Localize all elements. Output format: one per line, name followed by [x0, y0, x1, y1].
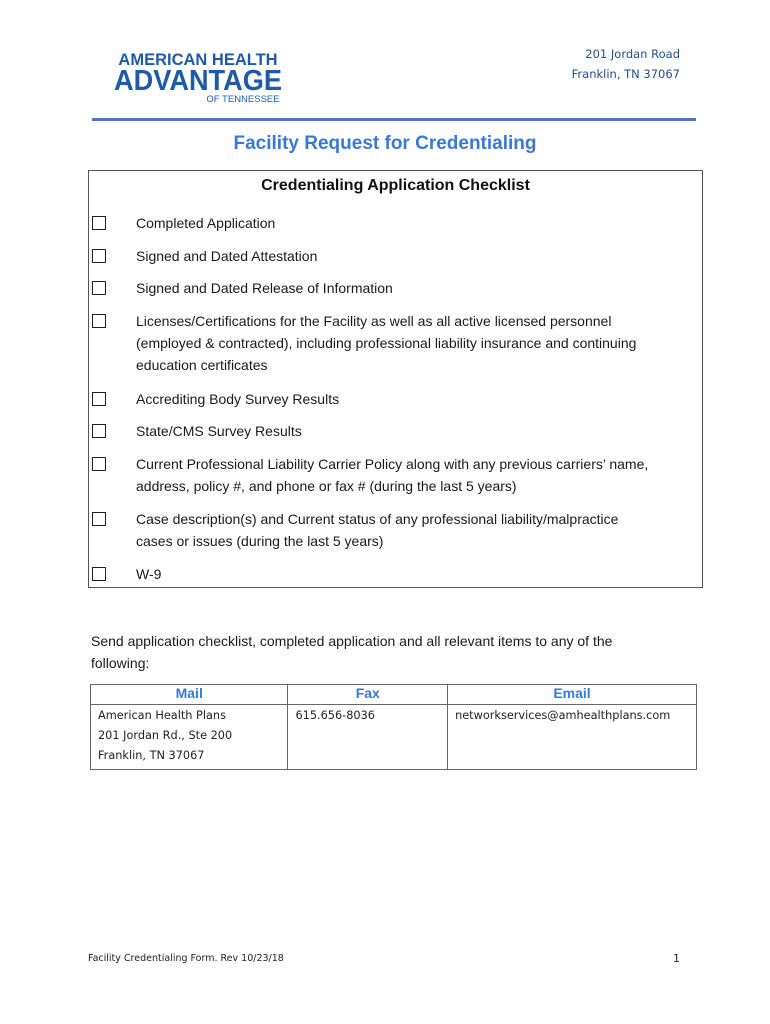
logo-line-2: ADVANTAGE [114, 65, 282, 97]
logo-line-3: OF TENNESSEE [206, 94, 280, 104]
item-line: education certificates [136, 357, 268, 373]
contact-table [90, 684, 697, 770]
checkbox-w9[interactable] [92, 567, 106, 581]
header-address [572, 44, 680, 84]
company-logo [112, 48, 284, 104]
instructions-line-1: Send application checklist, completed application and all relevant items to any of the [91, 633, 613, 649]
item-line: address, policy #, and phone or fax # (during the last 5 years) [136, 478, 517, 494]
item-line: Signed and Dated Attestation [136, 248, 318, 264]
mail-address-cell [91, 705, 288, 770]
page-number: 1 [673, 952, 680, 965]
checkbox-completed-application[interactable] [92, 216, 106, 230]
header-divider [92, 118, 696, 121]
item-line: Licenses/Certifications for the Facility as well as all active licensed personnel [136, 313, 612, 329]
fax-header: Fax [288, 685, 448, 705]
mail-line-2: 201 Jordan Rd., Ste 200 [98, 729, 233, 742]
checklist-heading: Credentialing Application Checklist [261, 177, 530, 194]
checkbox-liability-carrier-policy[interactable] [92, 457, 106, 471]
instructions-line-2: following: [91, 655, 150, 671]
item-line: Completed Application [136, 215, 276, 231]
item-line: State/CMS Survey Results [136, 423, 302, 439]
item-line: (employed & contracted), including professional liability insurance and continuing [136, 335, 637, 351]
checkbox-release-of-information[interactable] [92, 281, 106, 295]
fax-number: 615.656-8036 [288, 705, 448, 770]
send-instructions [91, 630, 691, 674]
mail-line-1: American Health Plans [98, 709, 226, 722]
item-line: cases or issues (during the last 5 years) [136, 533, 384, 549]
mail-header: Mail [91, 685, 288, 705]
email-address[interactable]: networkservices@amhealthplans.com [448, 705, 697, 770]
email-header: Email [448, 685, 697, 705]
checkbox-state-cms-survey[interactable] [92, 424, 106, 438]
item-line: Accrediting Body Survey Results [136, 391, 340, 407]
address-line-2: Franklin, TN 37067 [571, 67, 680, 81]
item-line: Case description(s) and Current status of any professional liability/malpractice [136, 511, 619, 527]
mail-line-3: Franklin, TN 37067 [98, 749, 205, 762]
item-line: W-9 [136, 566, 162, 582]
address-line-1: 201 Jordan Road [585, 47, 680, 61]
logo-line-1: AMERICAN HEALTH [118, 51, 278, 69]
checklist-box [88, 170, 703, 588]
checkbox-case-description[interactable] [92, 512, 106, 526]
item-line: Signed and Dated Release of Information [136, 280, 393, 296]
footer-form-revision: Facility Credentialing Form. Rev 10/23/18 [88, 953, 284, 964]
page-title: Facility Request for Credentialing [233, 133, 537, 154]
checkbox-licenses-certifications[interactable] [92, 314, 106, 328]
checkbox-accrediting-survey[interactable] [92, 392, 106, 406]
item-line: Current Professional Liability Carrier Policy along with any previous carriers’ name, [136, 456, 649, 472]
checkbox-attestation[interactable] [92, 249, 106, 263]
